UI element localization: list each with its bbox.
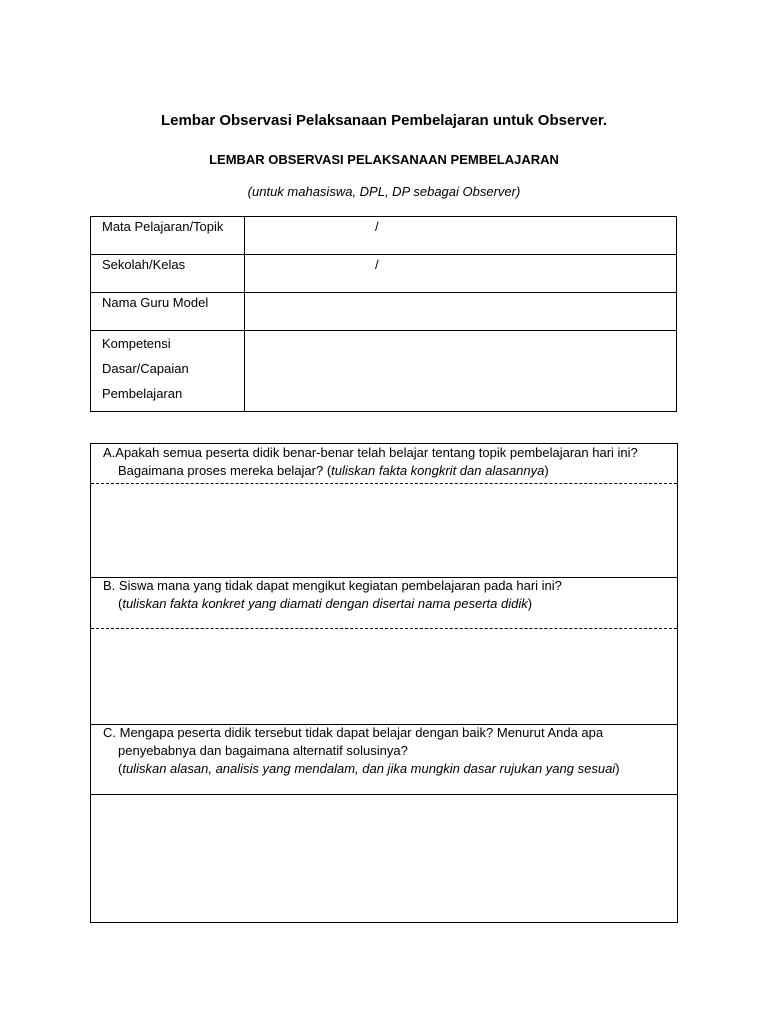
question-a-line: A.Apakah semua peserta didik benar-benar telah belajar tentang topik pembelajaran hari ini? xyxy=(103,445,638,460)
label-cell xyxy=(91,255,245,293)
question-a-line xyxy=(91,462,677,480)
question-b-line xyxy=(91,595,677,613)
question-a-text: Bagaimana proses mereka belajar? ( xyxy=(118,463,332,478)
row-label-teacher: Nama Guru Model xyxy=(102,295,209,310)
dashed-divider xyxy=(91,483,677,484)
table-row xyxy=(91,255,677,293)
label-cell xyxy=(91,331,245,412)
identity-table xyxy=(90,216,677,412)
question-c-line: C. Mengapa peserta didik tersebut tidak dapat belajar dengan baik? Menurut Anda apa xyxy=(103,725,604,740)
question-c-text: ( xyxy=(118,761,123,776)
label-cell xyxy=(91,293,245,331)
question-b-text: ( xyxy=(118,596,123,611)
question-a xyxy=(91,444,677,480)
question-c xyxy=(91,724,677,778)
dashed-divider xyxy=(91,628,677,629)
question-c-line xyxy=(91,760,677,778)
form-subtitle: LEMBAR OBSERVASI PELAKSANAAN PEMBELAJARAN xyxy=(209,152,559,167)
table-row xyxy=(91,293,677,331)
answer-c-area[interactable] xyxy=(91,795,677,921)
label-cell xyxy=(91,217,245,255)
field-separator: / xyxy=(375,219,379,234)
row-label-school: Sekolah/Kelas xyxy=(102,257,186,272)
question-b-hint: tuliskan fakta konkret yang diamati dengan disertai nama peserta didik xyxy=(122,596,528,611)
row-label-subject: Mata Pelajaran/Topik xyxy=(102,219,224,234)
observation-questions-box xyxy=(90,443,678,923)
question-c-line: penyebabnya dan bagaimana alternatif solusinya? xyxy=(118,743,408,758)
table-row xyxy=(91,331,677,412)
observer-note: (untuk mahasiswa, DPL, DP sebagai Observer) xyxy=(247,184,521,199)
document-title: Lembar Observasi Pelaksanaan Pembelajaran untuk Observer. xyxy=(160,112,608,129)
question-b-text: ) xyxy=(527,596,533,611)
question-c-text: ) xyxy=(615,761,620,776)
field-separator: / xyxy=(375,257,379,272)
question-b xyxy=(91,577,677,613)
question-c-hint: tuliskan alasan, analisis yang mendalam, dan jika mungkin dasar rujukan yang sesuai xyxy=(122,761,616,776)
subject-topic-field[interactable] xyxy=(245,217,677,255)
teacher-name-field[interactable] xyxy=(245,293,677,331)
row-label-competency-line: Kompetensi xyxy=(102,336,171,351)
question-a-text: ) xyxy=(544,463,549,478)
question-a-hint: tuliskan fakta kongkrit dan alasannya xyxy=(331,463,545,478)
answer-a-area[interactable] xyxy=(91,485,677,577)
table-row xyxy=(91,217,677,255)
question-b-line: B. Siswa mana yang tidak dapat mengikut kegiatan pembelajaran pada hari ini? xyxy=(103,578,562,593)
competency-field[interactable] xyxy=(245,331,677,412)
answer-b-area[interactable] xyxy=(91,630,677,724)
row-label-competency-line: Pembelajaran xyxy=(102,386,183,401)
row-label-competency-line: Dasar/Capaian xyxy=(102,361,189,376)
school-class-field[interactable] xyxy=(245,255,677,293)
